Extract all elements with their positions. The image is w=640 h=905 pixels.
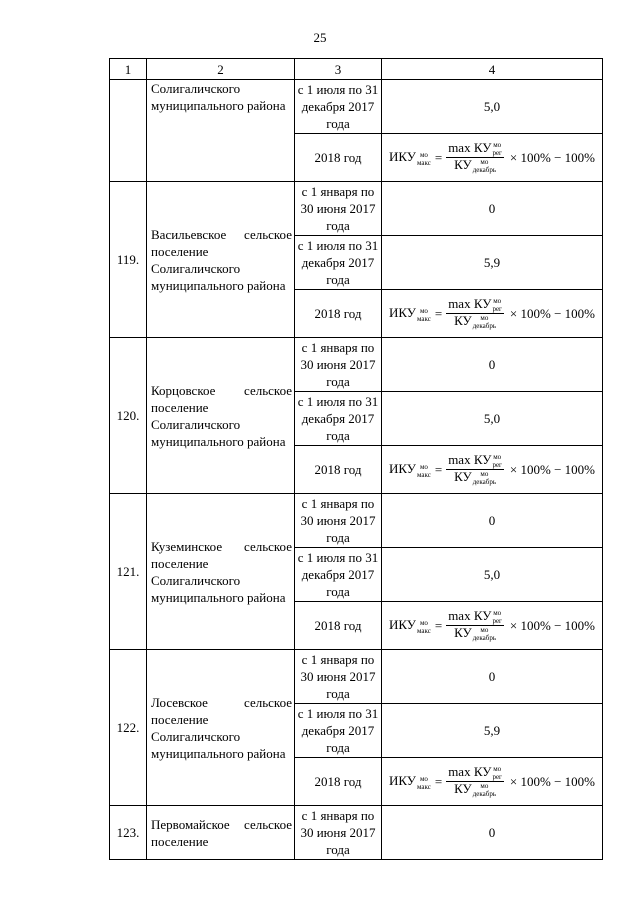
period-text: 2018 год <box>314 618 362 633</box>
period-text: с 1 января по 30 июня 2017 года <box>300 184 376 233</box>
period-cell <box>295 704 382 758</box>
index-formula: ИКУ мо макс = max КУ мо рег КУ мо декабрь × 100% − 100% <box>389 451 595 487</box>
header-col-2: 2 <box>147 59 295 80</box>
table-header-row <box>110 59 603 80</box>
municipality-name-rest: поселение Солигаличского муниципального района <box>151 711 286 761</box>
index-formula: ИКУ мо макс = max КУ мо рег КУ мо декабрь × 100% − 100% <box>389 607 595 643</box>
period-cell <box>295 650 382 704</box>
table-row <box>110 806 603 860</box>
municipality-name-line1: Солигаличского <box>151 81 241 96</box>
formula-tail: × 100% − 100% <box>509 306 595 321</box>
index-value: 5,9 <box>382 704 603 758</box>
row-number: 120. <box>110 338 147 494</box>
period-cell <box>295 446 382 494</box>
period-text: с 1 июля по 31 декабря 2017 года <box>297 394 379 443</box>
period-text: с 1 января по 30 июня 2017 года <box>300 496 376 545</box>
formula-fraction: max КУ мо рег КУ мо декабрь <box>448 295 502 331</box>
municipality-name <box>147 182 295 338</box>
page-number: 25 <box>313 30 327 45</box>
period-cell <box>295 806 382 860</box>
municipality-name <box>147 650 295 806</box>
index-value: 0 <box>382 650 603 704</box>
index-value: 0 <box>382 806 603 860</box>
header-col-3: 3 <box>295 59 382 80</box>
row-number: 123. <box>110 806 147 860</box>
index-formula: ИКУ мо макс = max КУ мо рег КУ мо декабрь × 100% − 100% <box>389 139 595 175</box>
period-cell <box>295 494 382 548</box>
period-cell <box>295 758 382 806</box>
table-row <box>110 494 603 548</box>
row-number: 121. <box>110 494 147 650</box>
municipality-name-line1: Корцовское сельское <box>151 382 292 398</box>
period-cell <box>295 548 382 602</box>
index-value: 5,0 <box>382 548 603 602</box>
period-cell <box>295 236 382 290</box>
index-value: 5,0 <box>382 80 603 134</box>
period-text: с 1 января по 30 июня 2017 года <box>300 808 376 857</box>
formula-lhs: ИКУ мо макс <box>389 617 431 635</box>
period-text: с 1 июля по 31 декабря 2017 года <box>297 238 379 287</box>
table-row <box>110 80 603 134</box>
municipality-name-rest: поселение <box>151 833 209 849</box>
period-cell <box>295 602 382 650</box>
municipality-name-rest: поселение Солигаличского муниципального района <box>151 399 286 449</box>
row-number: 119. <box>110 182 147 338</box>
period-text: 2018 год <box>314 462 362 477</box>
formula-fraction: max КУ мо рег КУ мо декабрь <box>448 607 502 643</box>
index-formula-cell <box>382 446 603 494</box>
index-value: 0 <box>382 338 603 392</box>
header-col-4: 4 <box>382 59 603 80</box>
period-cell <box>295 392 382 446</box>
index-formula-cell <box>382 758 603 806</box>
municipality-name <box>147 338 295 494</box>
index-value: 0 <box>382 494 603 548</box>
formula-tail: × 100% − 100% <box>509 774 595 789</box>
municipality-name-rest: поселение Солигаличского муниципального района <box>151 243 286 293</box>
formula-tail: × 100% − 100% <box>509 150 595 165</box>
table-row <box>110 650 603 704</box>
formula-fraction: max КУ мо рег КУ мо декабрь <box>448 451 502 487</box>
index-formula: ИКУ мо макс = max КУ мо рег КУ мо декабрь × 100% − 100% <box>389 763 595 799</box>
municipality-name <box>147 806 295 860</box>
formula-lhs: ИКУ мо макс <box>389 149 431 167</box>
period-cell <box>295 134 382 182</box>
row-number: 122. <box>110 650 147 806</box>
table-row <box>110 338 603 392</box>
municipality-name-rest: поселение Солигаличского муниципального района <box>151 555 286 605</box>
index-formula-cell <box>382 290 603 338</box>
formula-lhs: ИКУ мо макс <box>389 461 431 479</box>
municipality-name-line1: Васильевское сельское <box>151 226 292 242</box>
formula-tail: × 100% − 100% <box>509 618 595 633</box>
period-cell <box>295 290 382 338</box>
formula-fraction: max КУ мо рег КУ мо декабрь <box>448 763 502 799</box>
index-value: 5,0 <box>382 392 603 446</box>
period-text: с 1 января по 30 июня 2017 года <box>300 340 376 389</box>
period-text: 2018 год <box>314 150 362 165</box>
formula-fraction: max КУ мо рег КУ мо декабрь <box>448 139 502 175</box>
municipality-name-rest: муниципального района <box>151 98 286 113</box>
index-formula: ИКУ мо макс = max КУ мо рег КУ мо декабрь × 100% − 100% <box>389 295 595 331</box>
formula-lhs: ИКУ мо макс <box>389 305 431 323</box>
period-text: с 1 июля по 31 декабря 2017 года <box>297 82 379 131</box>
period-cell <box>295 80 382 134</box>
period-text: с 1 января по 30 июня 2017 года <box>300 652 376 701</box>
period-text: с 1 июля по 31 декабря 2017 года <box>297 706 379 755</box>
municipality-name <box>147 80 295 182</box>
header-col-1: 1 <box>110 59 147 80</box>
formula-lhs: ИКУ мо макс <box>389 773 431 791</box>
period-text: 2018 год <box>314 306 362 321</box>
period-cell <box>295 338 382 392</box>
index-formula-cell <box>382 602 603 650</box>
tariff-table <box>109 58 603 860</box>
period-text: 2018 год <box>314 774 362 789</box>
index-formula-cell <box>382 134 603 182</box>
municipality-name-line1: Первомайское сельское <box>151 816 292 832</box>
index-value: 5,9 <box>382 236 603 290</box>
row-number <box>110 80 147 182</box>
period-cell <box>295 182 382 236</box>
municipality-name <box>147 494 295 650</box>
period-text: с 1 июля по 31 декабря 2017 года <box>297 550 379 599</box>
table-row <box>110 182 603 236</box>
index-value: 0 <box>382 182 603 236</box>
municipality-name-line1: Куземинское сельское <box>151 538 292 554</box>
formula-tail: × 100% − 100% <box>509 462 595 477</box>
municipality-name-line1: Лосевское сельское <box>151 694 292 710</box>
